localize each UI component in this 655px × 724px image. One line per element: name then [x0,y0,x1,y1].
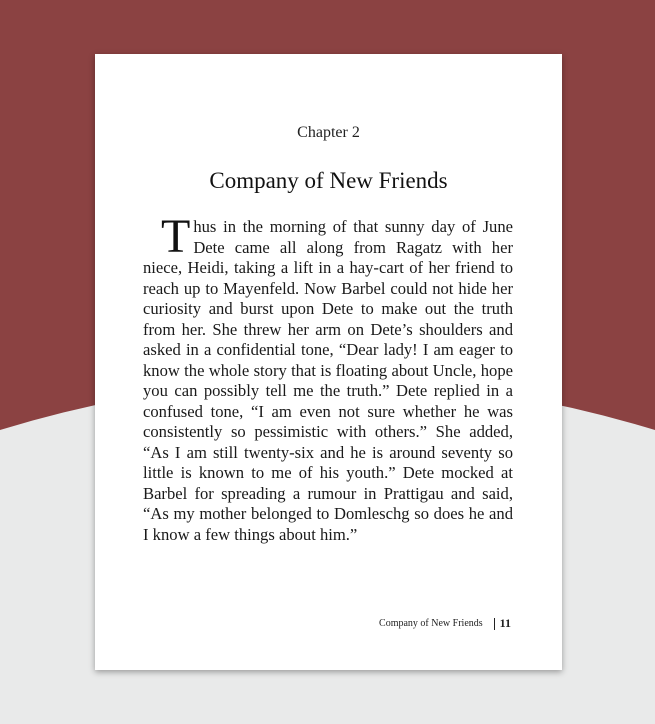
page-number: 11 [499,616,511,630]
book-page [95,54,562,670]
page-footer [379,616,511,631]
running-footer-title: Company of New Friends [379,618,483,629]
footer-divider [494,618,495,630]
drop-cap: T [161,210,191,263]
chapter-label: Chapter 2 [297,124,360,141]
body-paragraph [143,210,513,545]
body-text: hus in the morning of that sunny day of June Dete came all along from Ragatz with her niece, Heidi, taking a lift in a hay-cart of her friend to reach up to Mayenfeld. Now Barbel could not hide her curiosity and burst upon Dete to make out the truth from her. She threw her arm on Dete’s shoulders and asked in a confidential tone, “Dear lady! I am eager to know the whole story that is floating about Uncle, hope you can possibly tell me the truth.” Dete replied in a confused tone, “I am even not sure whether he was consistently so pessimistic with others.” She added, “As I am still twenty-six and he is around seventy so little is known to me of his youth.” Dete mocked at Barbel for spreading a rumour in Prattigau and said, “As my mother belonged to Domleschg so does he and I know a few things about him.” [143,217,513,544]
chapter-title: Company of New Friends [209,168,448,193]
